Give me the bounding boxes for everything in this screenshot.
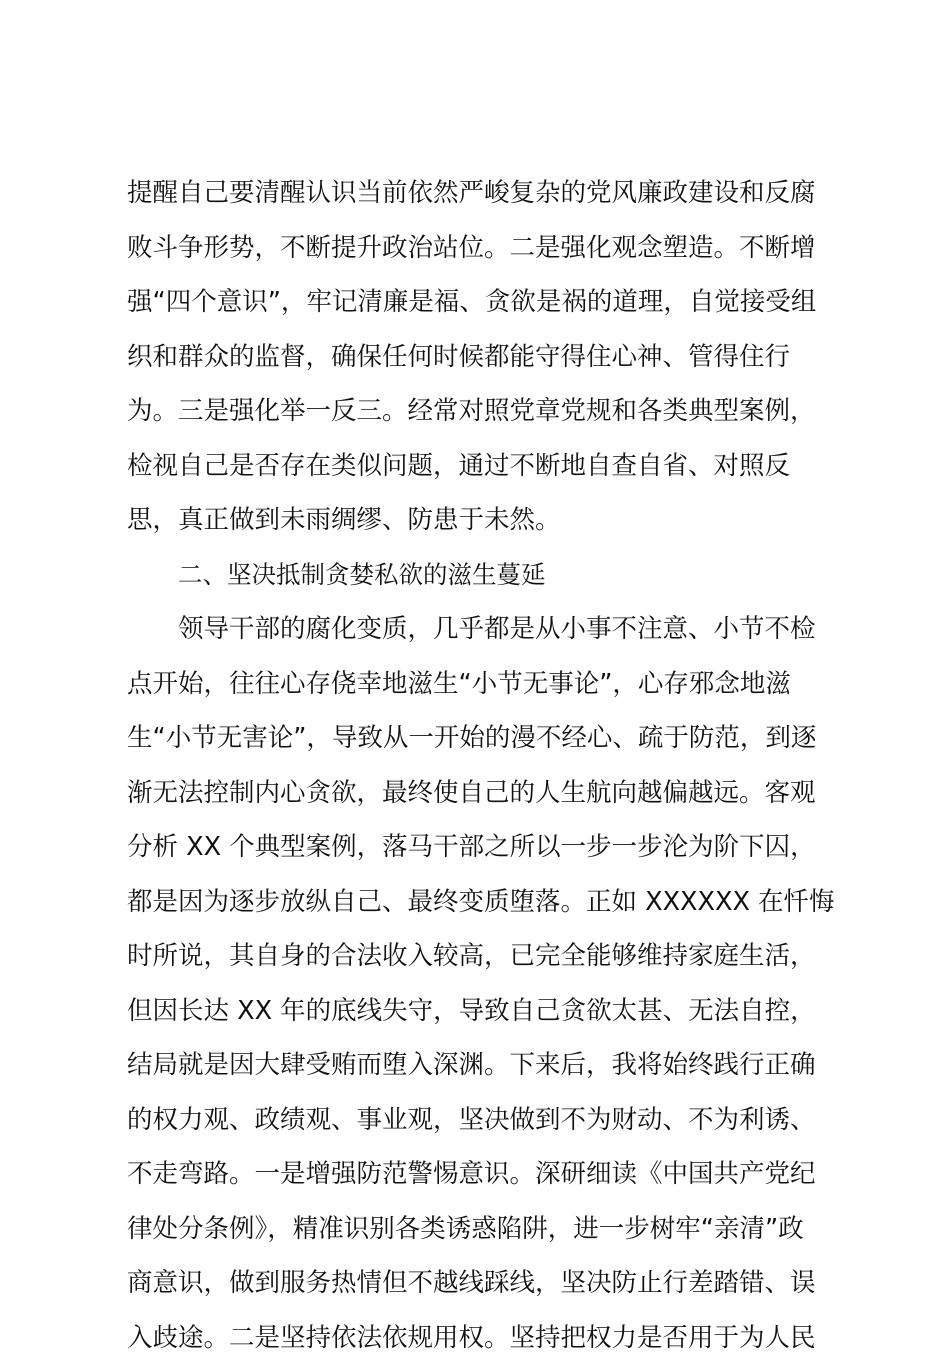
body-line-2: 败斗争形势，不断提升政治站位。二是强化观念塑造。不断增 xyxy=(127,221,835,276)
body-line-10: 点开始，往往心存侥幸地滋生“小节无事论”，心存邪念地滋 xyxy=(127,657,835,712)
body-line-18: 的权力观、政绩观、事业观，坚决做到不为财动、不为利诱、 xyxy=(127,1093,835,1148)
body-line-21: 商意识，做到服务热情但不越线踩线，坚决防止行差踏错、误 xyxy=(127,1256,835,1311)
body-line-3: 强“四个意识”，牢记清廉是福、贪欲是祸的道理，自觉接受组 xyxy=(127,275,835,330)
body-line-1: 提醒自己要清醒认识当前依然严峻复杂的党风廉政建设和反腐 xyxy=(127,166,835,221)
body-line-6: 检视自己是否存在类似问题，通过不断地自查自省、对照反 xyxy=(127,439,835,494)
section-heading: 二、坚决抵制贪婪私欲的滋生蔓延 xyxy=(127,548,835,603)
body-line-14: 都是因为逐步放纵自己、最终变质堕落。正如 XXXXXX 在忏悔 xyxy=(127,875,835,930)
paragraph-start-line: 领导干部的腐化变质，几乎都是从小事不注意、小节不检 xyxy=(127,602,835,657)
body-line-22: 入歧途。二是坚持依法依规用权。坚持把权力是否用于为人民 xyxy=(127,1311,835,1365)
body-line-19: 不走弯路。一是增强防范警惕意识。深研细读《中国共产党纪 xyxy=(127,1147,835,1202)
body-line-11: 生“小节无害论”，导致从一开始的漫不经心、疏于防范，到逐 xyxy=(127,711,835,766)
body-line-17: 结局就是因大肆受贿而堕入深渊。下来后，我将始终践行正确 xyxy=(127,1038,835,1093)
body-line-7: 思，真正做到未雨绸缪、防患于未然。 xyxy=(127,493,835,548)
body-line-5: 为。三是强化举一反三。经常对照党章党规和各类典型案例， xyxy=(127,384,835,439)
body-line-4: 织和群众的监督，确保任何时候都能守得住心神、管得住行 xyxy=(127,330,835,385)
document-body xyxy=(127,166,835,1365)
body-line-16: 但因长达 XX 年的底线失守，导致自己贪欲太甚、无法自控， xyxy=(127,984,835,1039)
body-line-20: 律处分条例》，精准识别各类诱惑陷阱，进一步树牢“亲清”政 xyxy=(127,1202,835,1257)
body-line-15: 时所说，其自身的合法收入较高，已完全能够维持家庭生活， xyxy=(127,929,835,984)
body-line-12: 渐无法控制内心贪欲，最终使自己的人生航向越偏越远。客观 xyxy=(127,766,835,821)
body-line-13: 分析 XX 个典型案例，落马干部之所以一步一步沦为阶下囚， xyxy=(127,820,835,875)
